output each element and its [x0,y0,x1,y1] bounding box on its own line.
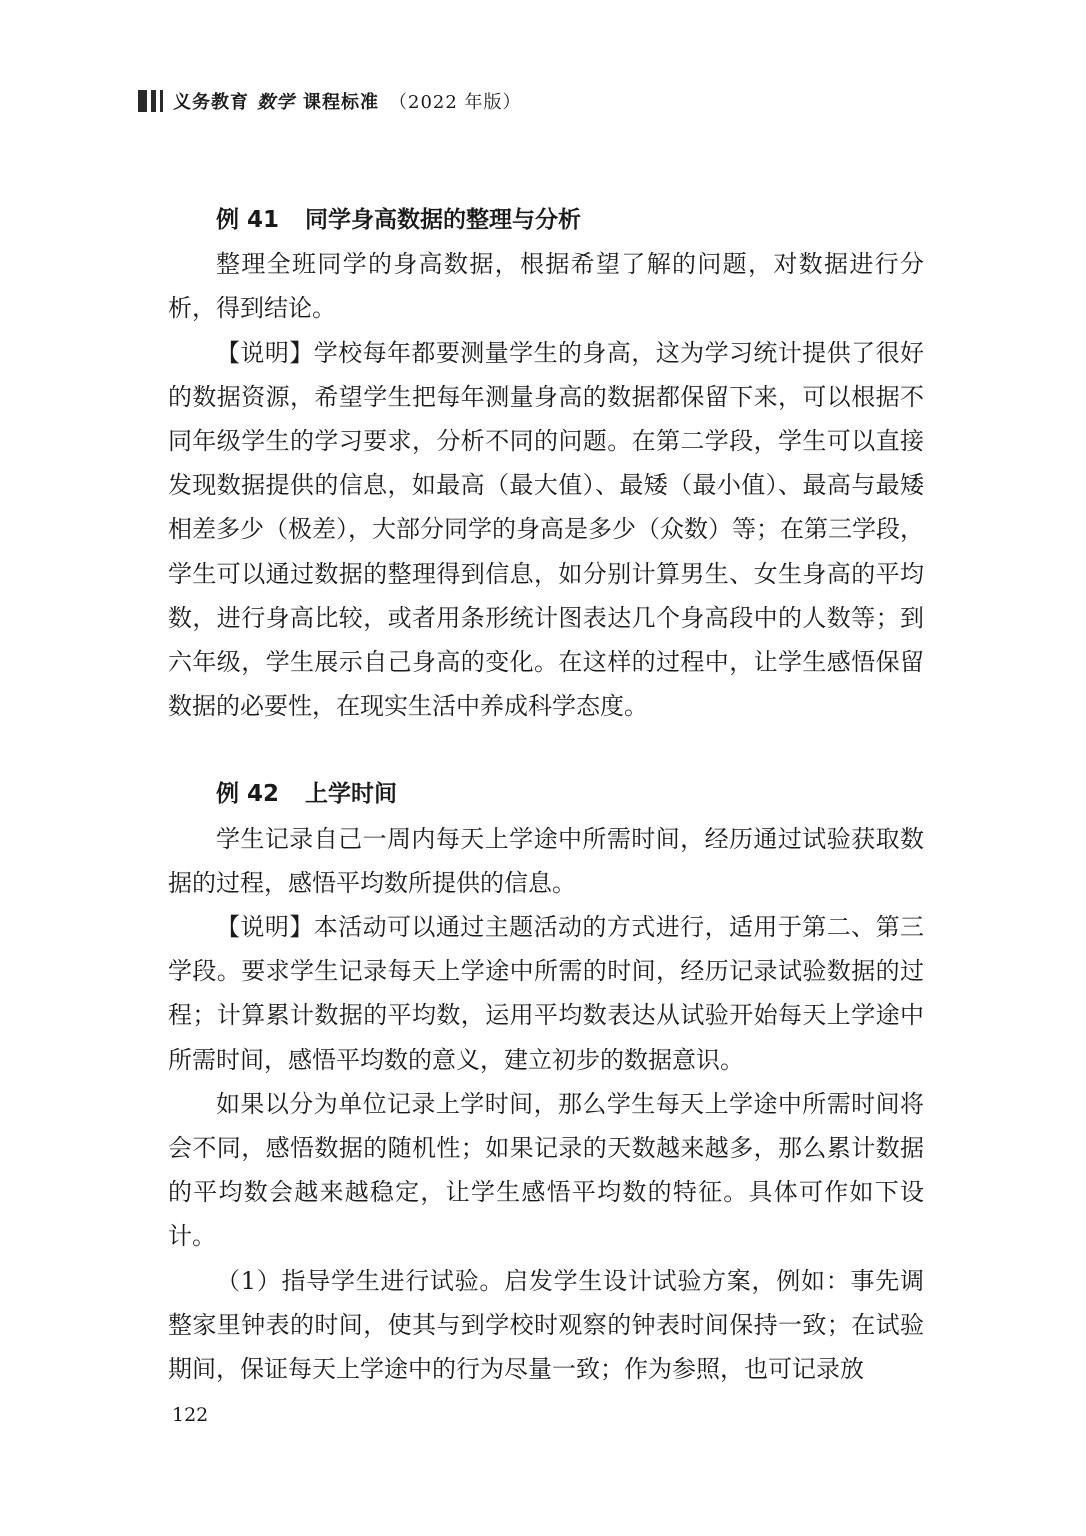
section-gap [168,728,924,772]
example-42-paragraph: 【说明】本活动可以通过主题活动的方式进行，适用于第二、第三学段。要求学生记录每天上学途中所需的时间，经历记录试验数据的过程；计算累计数据的平均数，运用平均数表达从试验开始每天上学途中所需时间，感悟平均数的意义，建立初步的数据意识。 [168,913,924,1074]
running-header [138,88,522,114]
page-body [168,198,924,1391]
example-41-paragraph: 整理全班同学的身高数据，根据希望了解的问题，对数据进行分析，得到结论。 [168,250,924,323]
example-42-heading [168,772,924,816]
example-41-number: 例 41 [216,207,280,233]
example-41-heading [168,198,924,242]
header-standard: 课程标准 [303,92,379,113]
header-book-title: 义务教育 [173,92,249,113]
example-42-paragraph: 学生记录自己一周内每天上学途中所需时间，经历通过试验获取数据的过程，感悟平均数所提供的信息。 [168,824,924,897]
header-subject: 数学 [257,92,295,113]
example-42-title: 上学时间 [305,781,398,808]
example-41-title: 同学身高数据的整理与分析 [305,207,582,233]
header-edition: （2022 年版） [389,92,522,113]
example-42-paragraph: （1）指导学生进行试验。启发学生设计试验方案，例如：事先调整家里钟表的时间，使其与到学校时观察的钟表时间保持一致；在试验期间，保证每天上学途中的行为尽量一致；作为参照，也可记录放 [168,1266,924,1384]
example-41-paragraph: 【说明】学校每年都要测量学生的身高，这为学习统计提供了很好的数据资源，希望学生把每年测量身高的数据都保留下来，可以根据不同年级学生的学习要求，分析不同的问题。在第二学段，学生可以直接发现数据提供的信息，如最高（最大值）、最矮（最小值）、最高与最矮相差多少（极差），大部分同学的身高是多少（众数）等；在第三学段，学生可以通过数据的整理得到信息，如分别计算男生、女生身高的平均数，进行身高比较，或者用条形统计图表达几个身高段中的人数等；到六年级，学生展示自己身高的变化。在这样的过程中，让学生感悟保留数据的必要性，在现实生活中养成科学态度。 [168,338,924,721]
example-42-number: 例 42 [216,781,280,808]
header-bar-mark-icon [138,90,163,112]
example-42-paragraph: 如果以分为单位记录上学时间，那么学生每天上学途中所需时间将会不同，感悟数据的随机性；如果记录的天数越来越多，那么累计数据的平均数会越来越稳定，让学生感悟平均数的特征。具体可作如下设计。 [168,1089,924,1251]
page-number: 122 [172,1404,209,1426]
